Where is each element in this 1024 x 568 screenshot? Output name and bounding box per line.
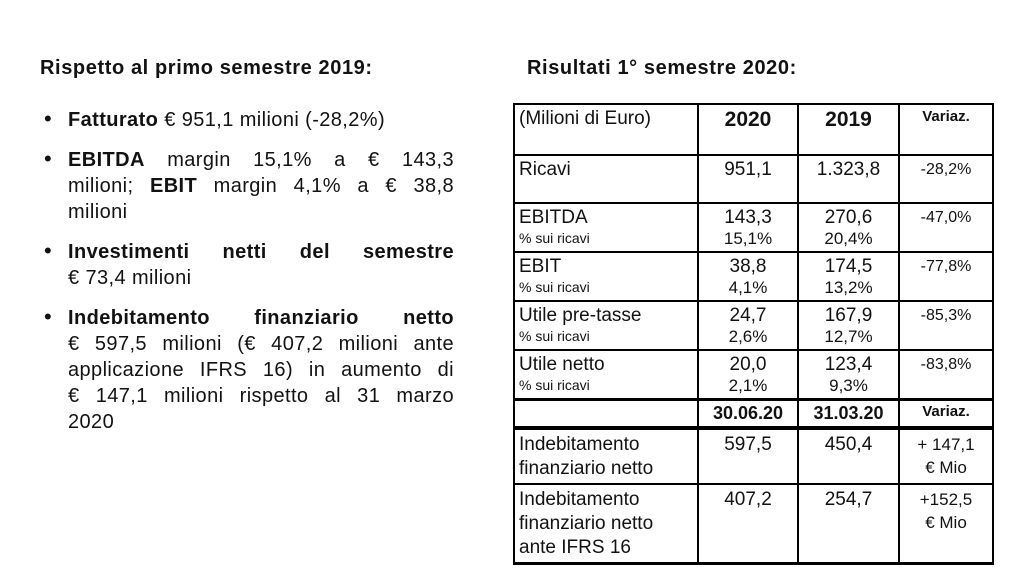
- debt-variaz-unit: € Mio: [925, 513, 967, 532]
- metric-sublabel: % sui ricavi: [519, 377, 590, 393]
- debt-label: Indebitamento finanziario netto ante IFRS 16: [519, 489, 654, 558]
- metric-sublabel: % sui ricavi: [519, 279, 590, 295]
- pct-2020: 2,1%: [728, 376, 768, 395]
- header-col-2019: 2019: [798, 104, 899, 155]
- metric-row-utile-netto: [514, 350, 993, 400]
- metric-label: Ricavi: [519, 159, 571, 180]
- cell-empty: [514, 400, 698, 429]
- value-2019: 174,5: [824, 256, 873, 277]
- pct-2020: 2,6%: [728, 327, 768, 346]
- metric-sublabel: % sui ricavi: [519, 328, 590, 344]
- date-header-row: [514, 400, 993, 429]
- bullet-line: [68, 357, 454, 383]
- table-header-row: [514, 104, 993, 155]
- pct-2019: 13,2%: [824, 278, 873, 297]
- cell-2020: [698, 350, 798, 400]
- cell-variaz: [899, 155, 993, 203]
- bullet-text: € 597,5 milioni (€ 407,2 milioni ante: [68, 333, 454, 355]
- bullet-text: 2020: [68, 411, 115, 433]
- value-2020: 951,1: [724, 159, 772, 180]
- debt-value-curr: 597,5: [724, 434, 772, 455]
- cell-variaz: [899, 428, 993, 484]
- cell-2019: [798, 203, 899, 252]
- cell-label: [514, 252, 698, 301]
- bullet-text: milioni;: [68, 175, 150, 197]
- debt-value-curr: 407,2: [724, 489, 772, 510]
- header-date-31-03-20: 31.03.20: [798, 400, 899, 429]
- variaz-value: -85,3%: [920, 307, 972, 324]
- header-col-variaz: Variaz.: [899, 104, 993, 155]
- debt-value-prev: 450,4: [824, 434, 873, 455]
- bullet-line: [68, 265, 454, 291]
- bullet-text: margin 15,1% a € 143,3: [144, 149, 454, 171]
- debt-row-netto: [514, 428, 993, 484]
- debt-variaz-amount: + 147,1: [917, 435, 975, 454]
- header-col-2020: 2020: [698, 104, 798, 155]
- bullet-line: [68, 239, 454, 265]
- cell-label: [514, 428, 698, 484]
- cell-label: [514, 484, 698, 564]
- debt-variaz-unit: € Mio: [925, 458, 967, 477]
- cell-2020: [698, 301, 798, 350]
- bullet-item-investimenti: [40, 239, 454, 291]
- bullet-bold-text: Fatturato: [68, 109, 159, 131]
- left-section-title: Rispetto al primo semestre 2019:: [40, 57, 373, 79]
- right-section-title: Risultati 1° semestre 2020:: [527, 57, 797, 79]
- metric-sublabel: % sui ricavi: [519, 230, 590, 246]
- cell-variaz: [899, 350, 993, 400]
- cell-variaz: [899, 484, 993, 564]
- pct-2019: 9,3%: [829, 376, 868, 395]
- variaz-value: -47,0%: [920, 209, 972, 226]
- value-2020: 20,0: [729, 354, 767, 375]
- value-2019: 1.323,8: [816, 159, 881, 180]
- metric-row-ricavi: [514, 155, 993, 203]
- variaz-value: -83,8%: [920, 356, 972, 373]
- results-table: [513, 103, 994, 565]
- pct-2020: 4,1%: [728, 278, 768, 297]
- pct-2019: 20,4%: [824, 229, 873, 248]
- metric-row-utile-pre-tasse: [514, 301, 993, 350]
- cell-2020: [698, 155, 798, 203]
- metric-row-ebitda: [514, 203, 993, 252]
- cell-2019: [798, 301, 899, 350]
- bullet-bold-text: EBIT: [149, 175, 198, 197]
- cell-label: [514, 301, 698, 350]
- pct-2019: 12,7%: [824, 327, 873, 346]
- bullet-line: [68, 409, 454, 435]
- metric-label: Utile netto: [519, 354, 605, 375]
- bullet-bold-text: EBITDA: [68, 149, 145, 171]
- value-2019: 167,9: [824, 305, 873, 326]
- bullet-line: [68, 173, 454, 199]
- bullet-bold-text: Investimenti netti del semestre: [68, 241, 454, 263]
- bullet-line: [68, 107, 454, 133]
- bullet-text: € 951,1 milioni (-28,2%): [158, 109, 386, 131]
- cell-variaz: [899, 301, 993, 350]
- value-2020: 24,7: [729, 305, 767, 326]
- cell-label: [514, 203, 698, 252]
- cell-31-03-20: [798, 484, 899, 564]
- bullet-text: € 73,4 milioni: [68, 267, 192, 289]
- bullet-item-indebitamento: [40, 305, 454, 435]
- metric-label: Utile pre-tasse: [519, 305, 642, 326]
- pct-2020: 15,1%: [723, 229, 773, 248]
- bullet-line: [68, 305, 454, 331]
- left-section: [40, 55, 454, 449]
- cell-variaz: [899, 252, 993, 301]
- bullet-list: [40, 107, 454, 435]
- bullet-text: € 147,1 milioni rispetto al 31 marzo: [68, 385, 454, 407]
- bullet-item-ebitda-ebit: [40, 147, 454, 225]
- metric-label: EBIT: [519, 256, 562, 277]
- value-2019: 123,4: [824, 354, 873, 375]
- cell-2019: [798, 350, 899, 400]
- cell-2019: [798, 155, 899, 203]
- bullet-text: milioni: [68, 201, 128, 223]
- cell-label: [514, 155, 698, 203]
- bullet-line: [68, 331, 454, 357]
- value-2020: 38,8: [729, 256, 767, 277]
- variaz-value: -28,2%: [920, 161, 972, 178]
- cell-label: [514, 350, 698, 400]
- cell-variaz: [899, 203, 993, 252]
- header-date-30-06-20: 30.06.20: [698, 400, 798, 429]
- debt-row-ante-ifrs16: [514, 484, 993, 564]
- header-unit-label: (Milioni di Euro): [514, 104, 698, 155]
- debt-variaz-amount: +152,5: [919, 490, 973, 509]
- header-col-variaz-2: Variaz.: [899, 400, 993, 429]
- bullet-bold-text: Indebitamento finanziario netto: [68, 307, 454, 329]
- value-2020: 143,3: [724, 207, 772, 228]
- variaz-value: -77,8%: [920, 258, 972, 275]
- debt-value-prev: 254,7: [824, 489, 873, 510]
- cell-30-06-20: [698, 428, 798, 484]
- cell-31-03-20: [798, 428, 899, 484]
- value-2019: 270,6: [824, 207, 873, 228]
- bullet-text: applicazione IFRS 16) in aumento di: [68, 359, 454, 381]
- cell-2019: [798, 252, 899, 301]
- bullet-line: [68, 199, 454, 225]
- bullet-line: [68, 147, 454, 173]
- metric-label: EBITDA: [519, 207, 588, 228]
- cell-30-06-20: [698, 484, 798, 564]
- bullet-line: [68, 383, 454, 409]
- cell-2020: [698, 203, 798, 252]
- bullet-text: margin 4,1% a € 38,8: [197, 175, 454, 197]
- cell-2020: [698, 252, 798, 301]
- bullet-item-fatturato: [40, 107, 454, 133]
- metric-row-ebit: [514, 252, 993, 301]
- debt-label: Indebitamento finanziario netto: [519, 434, 654, 479]
